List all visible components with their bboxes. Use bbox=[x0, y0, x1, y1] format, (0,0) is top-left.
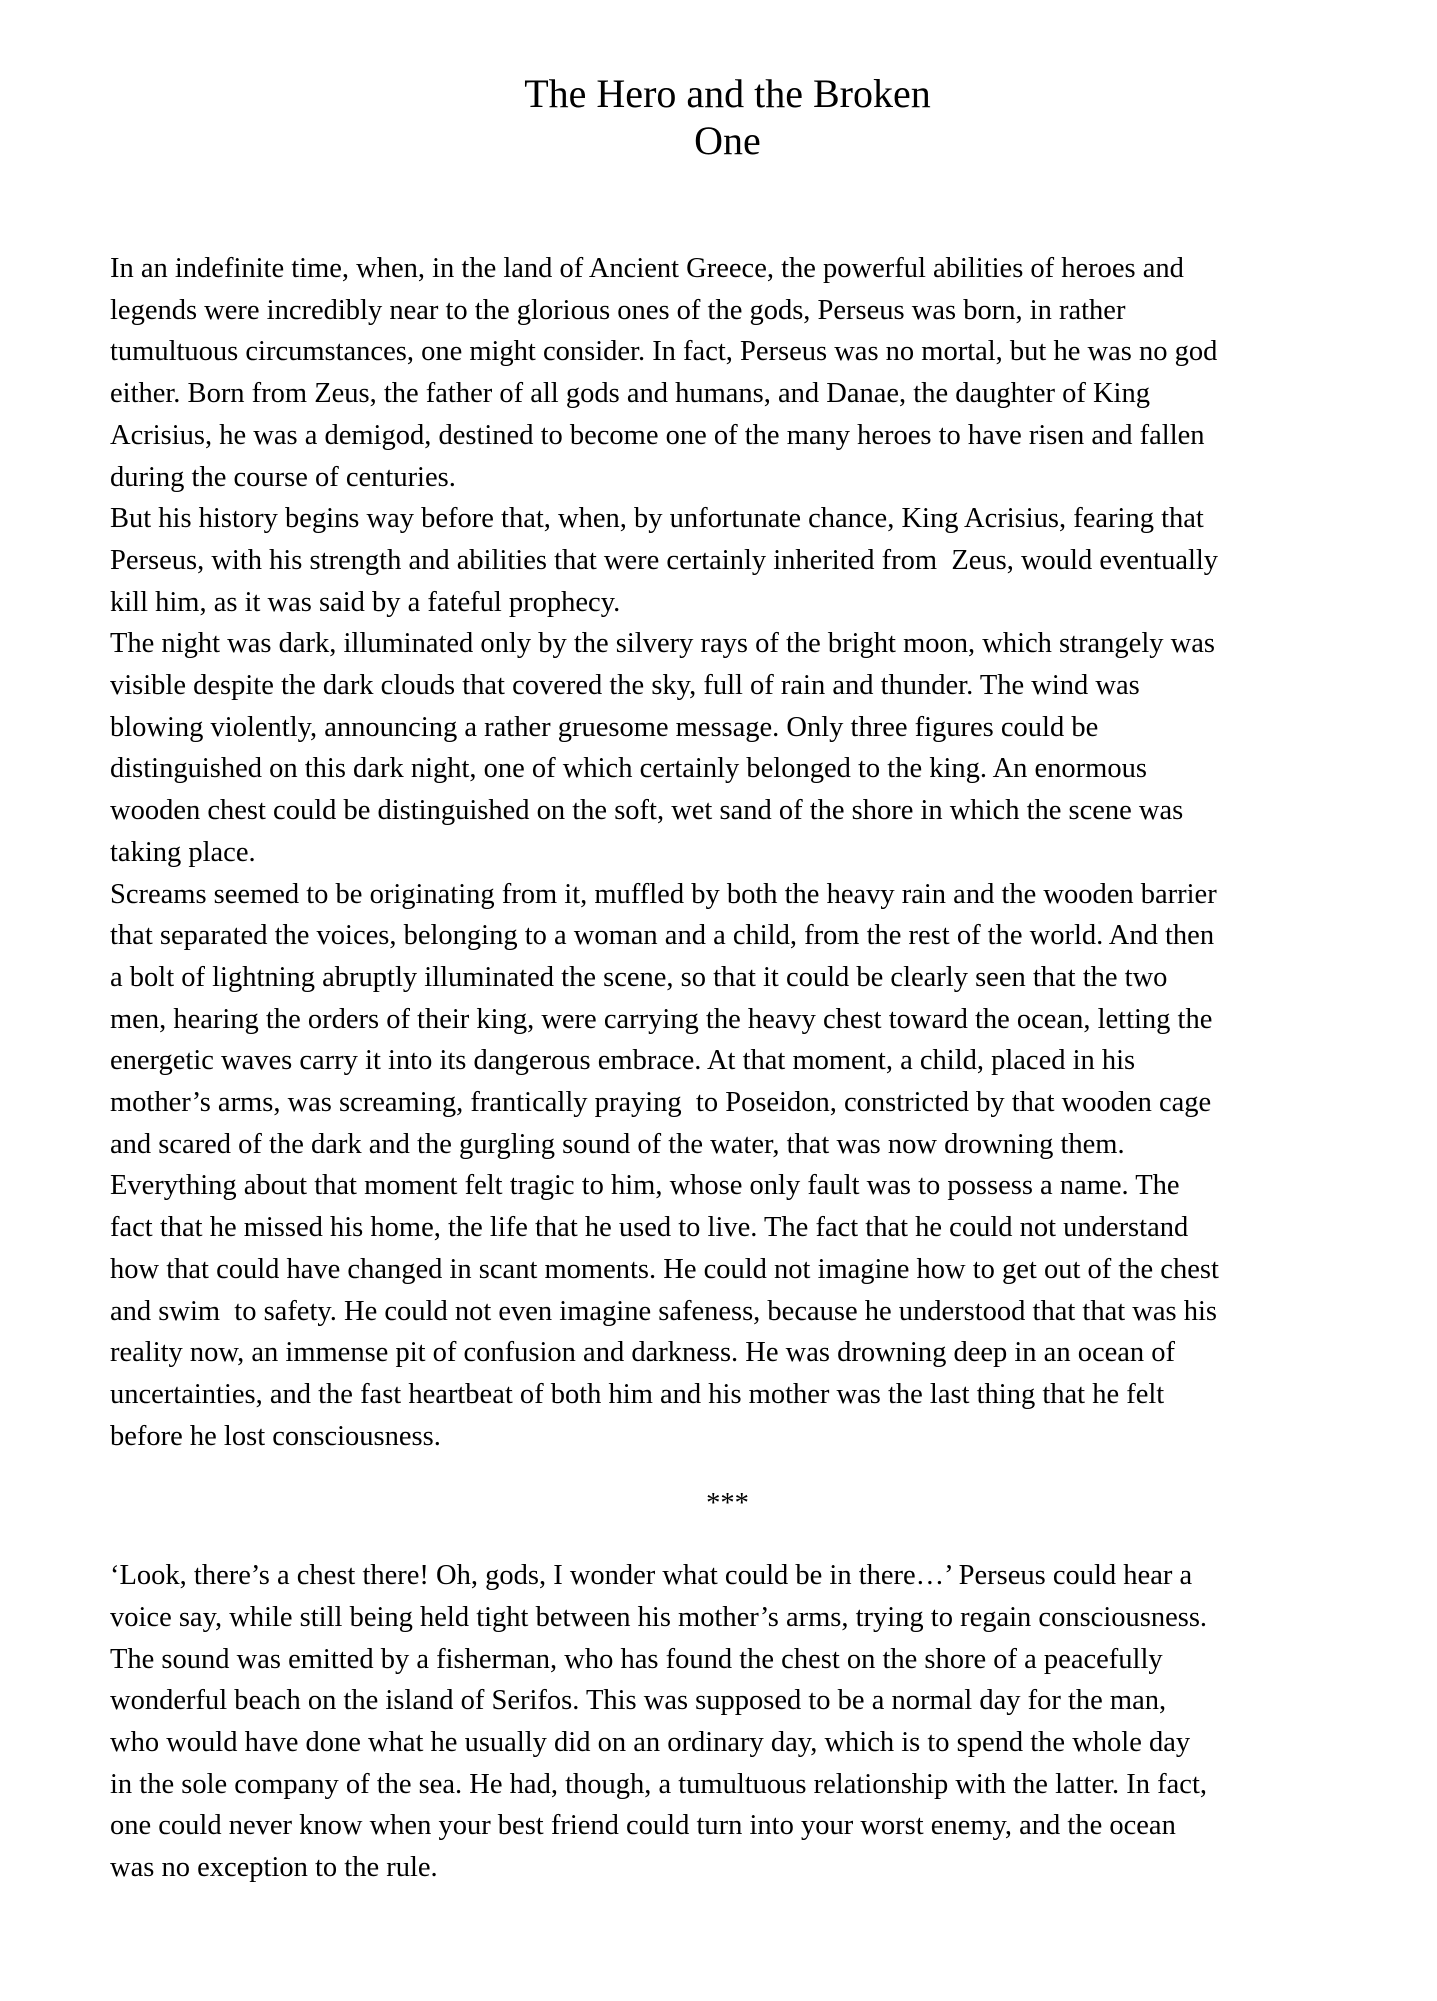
paragraph bbox=[110, 874, 1345, 1458]
text-line: how that could have changed in scant moments. He could not imagine how to get out of the chest bbox=[110, 1253, 1219, 1285]
paragraphs-part1 bbox=[110, 248, 1345, 1457]
text-line: during the course of centuries. bbox=[110, 461, 456, 493]
text-line: wonderful beach on the island of Serifos. This was supposed to be a normal day for the man, bbox=[110, 1685, 1167, 1717]
text-line: Acrisius, he was a demigod, destined to become one of the many heroes to have risen and fallen bbox=[110, 419, 1205, 451]
text-line: fact that he missed his home, the life that he used to live. The fact that he could not understand bbox=[110, 1212, 1189, 1244]
text-line: blowing violently, announcing a rather gruesome message. Only three figures could be bbox=[110, 711, 1099, 743]
text-line: In an indefinite time, when, in the land of Ancient Greece, the powerful abilities of heroes and bbox=[110, 253, 1184, 284]
text-line: before he lost consciousness. bbox=[110, 1420, 441, 1452]
text-line: tumultuous circumstances, one might consider. In fact, Perseus was no mortal, but he was no god bbox=[110, 336, 1218, 368]
text-line: wooden chest could be distinguished on the soft, wet sand of the shore in which the scene was bbox=[110, 795, 1184, 827]
paragraphs-part2 bbox=[110, 1555, 1345, 1889]
text-line: Perseus, with his strength and abilities that were certainly inherited from Zeus, would eventually bbox=[110, 544, 1219, 576]
text-line: Screams seemed to be originating from it, muffled by both the heavy rain and the wooden barrier bbox=[110, 878, 1217, 910]
text-line: legends were incredibly near to the glorious ones of the gods, Perseus was born, in rather bbox=[110, 294, 1126, 326]
paragraph bbox=[110, 623, 1345, 873]
text-line: that separated the voices, belonging to a woman and a child, from the rest of the world. And then bbox=[110, 920, 1215, 952]
paragraph bbox=[110, 248, 1345, 498]
paragraph bbox=[110, 1555, 1345, 1889]
text-line: Everything about that moment felt tragic to him, whose only fault was to possess a name. The bbox=[110, 1170, 1180, 1202]
text-line: and scared of the dark and the gurgling sound of the water, that was now drowning them. bbox=[110, 1128, 1125, 1160]
text-line: uncertainties, and the fast heartbeat of both him and his mother was the last thing that he felt bbox=[110, 1378, 1165, 1410]
text-line: in the sole company of the sea. He had, though, a tumultuous relationship with the latter. In fact, bbox=[110, 1768, 1207, 1800]
text-line: energetic waves carry it into its dangerous embrace. At that moment, a child, placed in his bbox=[110, 1045, 1136, 1077]
text-line: ‘Look, there’s a chest there! Oh, gods, I wonder what could be in there…’ Perseus could hear a bbox=[110, 1560, 1193, 1592]
text-line: The night was dark, illuminated only by the silvery rays of the bright moon, which strangely was bbox=[110, 628, 1215, 660]
text-line: taking place. bbox=[110, 836, 256, 868]
text-line: and swim to safety. He could not even imagine safeness, because he understood that that was his bbox=[110, 1295, 1217, 1327]
title-line-1: The Hero and the Broken bbox=[524, 71, 931, 116]
title-line-2: One bbox=[694, 118, 761, 163]
text-line: reality now, an immense pit of confusion and darkness. He was drowning deep in an ocean of bbox=[110, 1337, 1176, 1369]
text-line: a bolt of lightning abruptly illuminated the scene, so that it could be clearly seen that the two bbox=[110, 961, 1168, 993]
document-body bbox=[110, 248, 1345, 1889]
text-line: The sound was emitted by a fisherman, who has found the chest on the shore of a peacefully bbox=[110, 1643, 1163, 1675]
text-line: kill him, as it was said by a fateful prophecy. bbox=[110, 586, 621, 618]
text-line: But his history begins way before that, when, by unfortunate chance, King Acrisius, fearing that bbox=[110, 503, 1204, 535]
paragraph bbox=[110, 498, 1345, 623]
text-line: distinguished on this dark night, one of which certainly belonged to the king. An enormous bbox=[110, 753, 1147, 785]
text-line: voice say, while still being held tight between his mother’s arms, trying to regain consciousness. bbox=[110, 1601, 1208, 1633]
text-line: mother’s arms, was screaming, frantically praying to Poseidon, constricted by that wooden cage bbox=[110, 1087, 1212, 1119]
section-separator: *** bbox=[706, 1488, 749, 1520]
text-line: either. Born from Zeus, the father of all gods and humans, and Danae, the daughter of King bbox=[110, 378, 1150, 410]
text-line: one could never know when your best friend could turn into your worst enemy, and the ocean bbox=[110, 1810, 1176, 1842]
text-line: was no exception to the rule. bbox=[110, 1852, 438, 1884]
text-line: who would have done what he usually did on an ordinary day, which is to spend the whole day bbox=[110, 1726, 1191, 1758]
text-line: men, hearing the orders of their king, were carrying the heavy chest toward the ocean, letting the bbox=[110, 1003, 1213, 1035]
text-line: visible despite the dark clouds that covered the sky, full of rain and thunder. The wind was bbox=[110, 670, 1140, 702]
document-title bbox=[110, 0, 1345, 164]
